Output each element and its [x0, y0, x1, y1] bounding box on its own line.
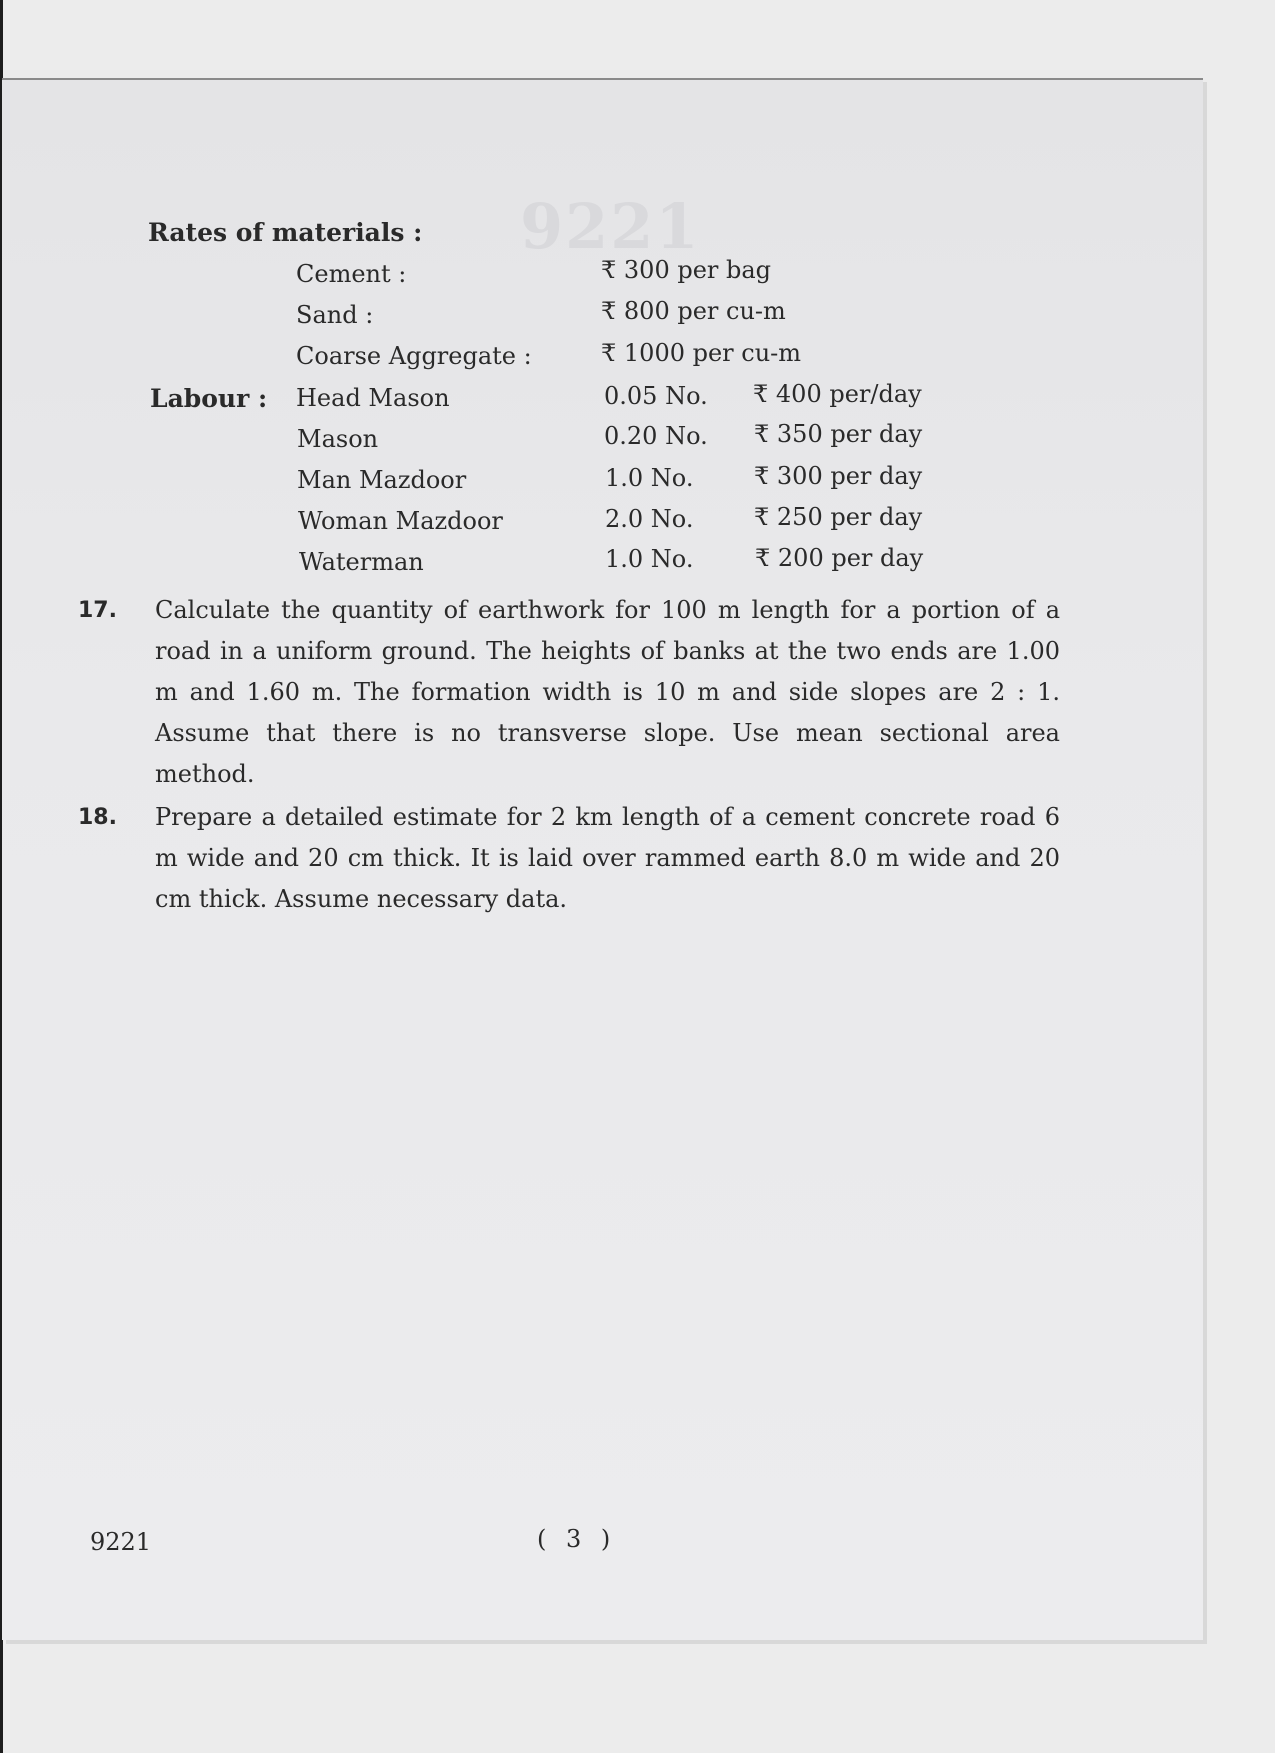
- labour-name: Woman Mazdoor: [298, 507, 503, 535]
- paper-code: 9221: [90, 1528, 152, 1556]
- material-row: [296, 256, 996, 294]
- labour-row: [299, 544, 999, 582]
- rates-of-materials-heading: Rates of materials :: [148, 218, 423, 247]
- material-name: Sand :: [296, 301, 374, 329]
- labour-quantity: 0.05 No.: [604, 382, 708, 410]
- question-number: 18.: [78, 805, 117, 830]
- labour-heading: Labour :: [150, 384, 268, 413]
- question-17: [78, 590, 1058, 800]
- question-number: 17.: [78, 598, 117, 623]
- material-name: Cement :: [296, 260, 407, 288]
- material-row: [296, 297, 996, 335]
- question-text: Prepare a detailed estimate for 2 km length of a cement concrete road 6 m wide and 20 cm thick. It is laid over rammed earth 8.0 m wide and 20 cm thick. Assume necessary data.: [155, 803, 1060, 913]
- material-rate: ₹ 300 per bag: [601, 256, 772, 284]
- labour-name: Waterman: [299, 548, 424, 576]
- material-rate: ₹ 800 per cu-m: [601, 297, 786, 325]
- faint-watermark-number: 9221: [520, 190, 701, 263]
- page-number: ( 3 ): [537, 1525, 617, 1553]
- labour-row: [297, 420, 997, 459]
- labour-name: Man Mazdoor: [297, 466, 467, 494]
- labour-row: [298, 503, 998, 541]
- question-text: Calculate the quantity of earthwork for 100 m length for a portion of a road in a uniform ground. The heights of banks at the two ends are 1.00 m and 1.60 m. The formation width is 10 m and side slopes are 2 : 1. Assume that there is no transverse slope. Use mean sectional area method.: [155, 596, 1060, 788]
- labour-row: [296, 380, 996, 418]
- labour-rate: ₹ 200 per day: [755, 544, 924, 572]
- question-18: [78, 797, 1058, 927]
- labour-name: Mason: [297, 425, 379, 453]
- labour-quantity: 2.0 No.: [605, 505, 694, 533]
- labour-rate: ₹ 300 per day: [754, 462, 923, 490]
- labour-rate: ₹ 250 per day: [754, 503, 923, 531]
- labour-row: [297, 462, 997, 500]
- labour-quantity: 1.0 No.: [605, 464, 694, 492]
- labour-rate: ₹ 400 per/day: [753, 380, 922, 408]
- material-rate: ₹ 1000 per cu-m: [601, 339, 802, 367]
- labour-quantity: 1.0 No.: [605, 545, 694, 573]
- material-name: Coarse Aggregate :: [296, 342, 532, 370]
- material-row: [296, 339, 996, 376]
- labour-rate: ₹ 350 per day: [754, 420, 923, 448]
- labour-quantity: 0.20 No.: [604, 422, 708, 450]
- labour-name: Head Mason: [296, 384, 450, 412]
